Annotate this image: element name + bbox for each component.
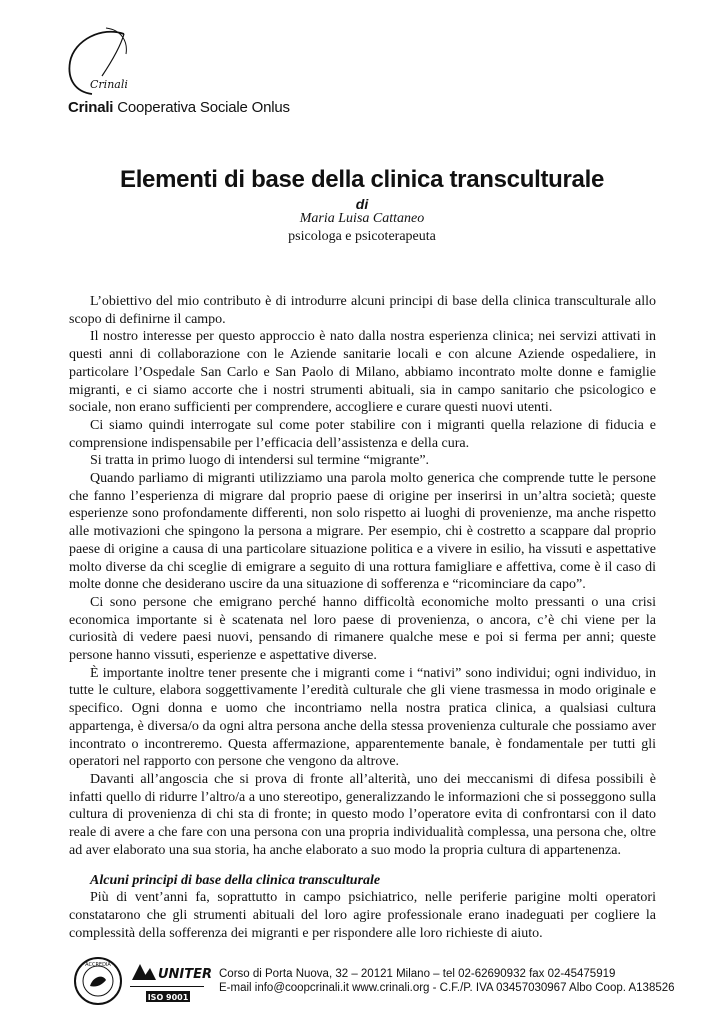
- body-paragraph: L’obiettivo del mio contributo è di introdurre alcuni principi di base della clinica transculturale allo scopo di definirne il campo.: [69, 294, 656, 327]
- crinali-logo: [62, 26, 172, 98]
- organization-name: [68, 99, 290, 116]
- uniter-certification-icon: [128, 958, 213, 1004]
- document-body: [69, 293, 656, 942]
- body-paragraph: Davanti all’angoscia che si prova di fronte all’alterità, uno dei meccanismi di difesa possibili è infatti quello di ridurre l’altro/a a uno stereotipo, generalizzando le informazioni che si posseggono sulla cultura di provenienza di chi sta di fronte; in questo modo l’operatore evita di confrontarsi con il dato reale di avere a che fare con una persona con una propria individualità complessa, una persona che, oltre ad aver elaborato una sua storia, ha anche elaborato a suo modo la propria cultura di appartenenza.: [69, 771, 656, 858]
- author-name: Maria Luisa Cattaneo: [299, 211, 425, 226]
- org-name-rest: Cooperativa Sociale Onlus: [113, 99, 290, 116]
- body-paragraph: È importante inoltre tener presente che i migranti come i “nativi” sono individui; ogni individuo, in tutte le culture, elabora soggettivamente l’eredità culturale che gli viene trasmessa in modo originale e specifico. Ogni donna e uomo che incontriamo nella nostra pratica clinica, a qualsiasi cultura appartenga, è diversa/o da ogni altra persona anche della stessa provenienza culturale che possiamo aver incontrato o incontreremo. Questa affermazione, apparentemente banale, è fondamentale per tutti gli operatori nel rapporto con persone che vengono da altrove.: [69, 665, 656, 770]
- body-paragraph: Il nostro interesse per questo approccio è nato dalla nostra esperienza clinica; nei servizi attivati in questi anni di collaborazione con le Aziende sanitarie locali e con alcune Aziende ospedaliere, in particolare l’Ospedale San Carlo e San Paolo di Milano, abbiamo incontrato molte donne e famiglie migranti, e ci siamo accorte che i nostri strumenti abituali, sia in campo sanitario che psicologico e sociale, non erano sufficienti per comprendere, accogliere e curare questi nuovi utenti.: [69, 329, 656, 416]
- svg-text:UNITER: UNITER: [158, 967, 213, 982]
- document-title: Elementi di base della clinica transculturale: [119, 166, 605, 193]
- body-paragraph: Si tratta in primo luogo di intendersi sul termine “migrante”.: [90, 453, 430, 469]
- org-name-bold: Crinali: [68, 99, 114, 116]
- section-heading: Alcuni principi di base della clinica transculturale: [90, 872, 381, 888]
- footer-contact: [219, 967, 675, 995]
- body-paragraph: Ci sono persone che emigrano perché hanno difficoltà economiche molto pressanti o una crisi economica importante si è scatenata nel loro paese di provenienza, o ancora, c’è chi viene per la curiosità di vedere paesi nuovi, pensando di rimanere qualche mese e poi si ferma per anni; queste persone hanno vissuti, esperienze e aspettative diverse.: [69, 594, 656, 664]
- byline-di: di: [355, 196, 369, 212]
- accreditation-seal-icon: [73, 956, 123, 1006]
- svg-text:ISO 9001: ISO 9001: [147, 993, 189, 1002]
- footer-email-web: E-mail info@coopcrinali.it www.crinali.org - C.F./P. IVA 03457030967 Albo Coop. A138526: [219, 982, 675, 994]
- author-role: psicologa e psicoterapeuta: [288, 229, 436, 244]
- svg-text:ACCREDIA: ACCREDIA: [85, 962, 111, 968]
- svg-text:Crinali: Crinali: [90, 78, 128, 91]
- body-paragraph: Più di vent’anni fa, soprattutto in campo psichiatrico, nelle periferie parigine molti operatori constatarono che gli strumenti abituali del loro agire professionale erano inadeguati per cogliere la complessità della sofferenza dei migranti e per rispondere alle loro richieste di aiuto.: [69, 890, 656, 941]
- body-paragraph: Ci siamo quindi interrogate sul come poter stabilire con i migranti quella relazione di fiducia e comprensione indispensabile per l’efficacia dell’assistenza e della cura.: [69, 417, 656, 451]
- footer-address: Corso di Porta Nuova, 32 – 20121 Milano – tel 02-62690932 fax 02-45475919: [219, 968, 616, 980]
- body-paragraph: Quando parliamo di migranti utilizziamo una parola molto generica che comprende tutte le persone che fanno l’esperienza di migrare dal proprio paese di origine per inserirsi in un’altra società; queste esperienze sono profondamente differenti, non solo rispetto ai luoghi di provenienze, ma anche rispetto alle motivazioni che spingono la persona a migrare. Per esempio, chi è costretto a scappare dal proprio paese di origine a causa di una particolare situazione politica e a vivere in esilio, ha vissuti e aspettative molto diverse da chi sceglie di emigrare a seguito di una rottura famigliare e affettiva, come è il caso di molte donne che desiderano uscire da una situazione di sofferenza e “ricominciare da capo”.: [69, 471, 656, 593]
